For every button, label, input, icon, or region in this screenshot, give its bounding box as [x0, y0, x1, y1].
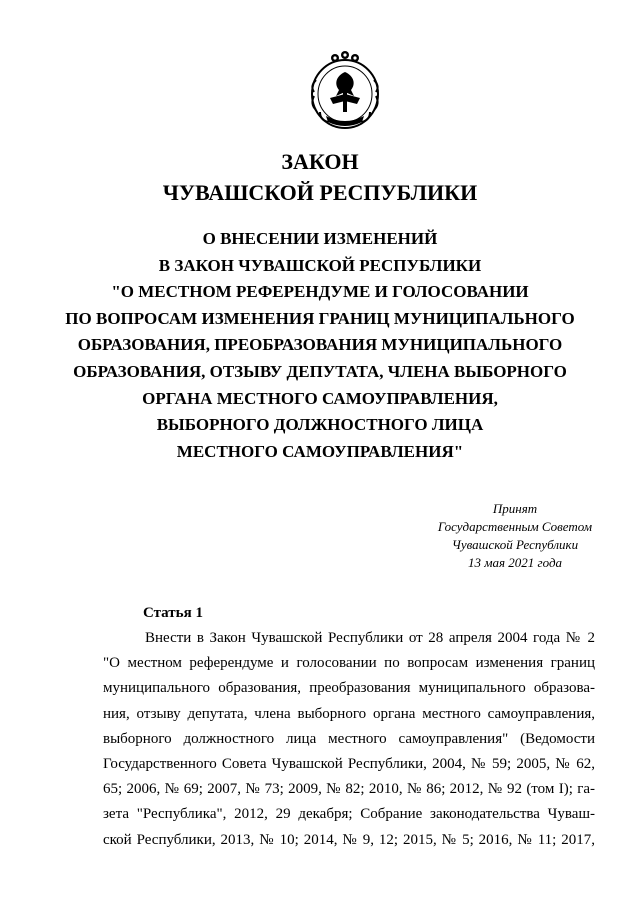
body-line: ской Республики, 2013, № 10; 2014, № 9, 12; 2015, № 5; 2016, № 11; 2017,	[103, 831, 595, 848]
law-issuer: ЧУВАШСКОЙ РЕСПУБЛИКИ	[162, 180, 478, 205]
adoption-line: Чувашской Республики	[451, 537, 579, 552]
adoption-date: 13 мая 2021 года	[467, 555, 563, 570]
body-line: "О местном референдуме и голосовании по вопросам изменения границ	[103, 655, 595, 672]
subject-line: О ВНЕСЕНИИ ИЗМЕНЕНИЙ	[202, 229, 438, 248]
law-title: ЗАКОН	[281, 149, 359, 174]
subject-line: ПО ВОПРОСАМ ИЗМЕНЕНИЯ ГРАНИЦ МУНИЦИПАЛЬНОГО	[65, 308, 575, 328]
article-body	[103, 626, 595, 853]
subject-line: В ЗАКОН ЧУВАШСКОЙ РЕСПУБЛИКИ	[158, 255, 482, 275]
body-line: выборного должностного лица местного самоуправления" (Ведомости	[103, 730, 595, 747]
body-line: 65; 2006, № 69; 2007, № 73; 2009, № 82; 2010, № 86; 2012, № 92 (том I); га-	[103, 781, 595, 798]
subject-line: ОБРАЗОВАНИЯ, ПРЕОБРАЗОВАНИЯ МУНИЦИПАЛЬНОГО	[77, 335, 563, 355]
coat-of-arms-emblem	[306, 50, 384, 132]
adoption-line: Государственным Советом	[437, 519, 593, 534]
body-line: Внести в Закон Чувашской Республики от 28 апреля 2004 года № 2	[145, 630, 595, 646]
subject-line: "О МЕСТНОМ РЕФЕРЕНДУМЕ И ГОЛОСОВАНИИ	[111, 282, 529, 302]
body-line: Государственного Совета Чувашской Республики, 2004, № 59; 2005, № 62,	[103, 755, 595, 772]
subject-line: ОРГАНА МЕСТНОГО САМОУПРАВЛЕНИЯ,	[142, 388, 498, 408]
body-line: зета "Республика", 2012, 29 декабря; Собрание законодательства Чуваш-	[103, 806, 595, 823]
body-line: муниципального образования, преобразования муниципального образова-	[103, 680, 595, 697]
adoption-line: Принят	[492, 501, 538, 516]
body-line: ния, отзыву депутата, члена выборного органа местного самоуправления,	[103, 705, 595, 722]
adoption-note	[405, 500, 625, 572]
subject-line: ВЫБОРНОГО ДОЛЖНОСТНОГО ЛИЦА	[156, 415, 484, 435]
subject-line: МЕСТНОГО САМОУПРАВЛЕНИЯ"	[176, 441, 464, 461]
law-subject-title	[60, 226, 580, 465]
article-heading: Статья 1	[143, 605, 203, 621]
subject-line: ОБРАЗОВАНИЯ, ОТЗЫВУ ДЕПУТАТА, ЧЛЕНА ВЫБОРНОГО	[73, 361, 567, 381]
